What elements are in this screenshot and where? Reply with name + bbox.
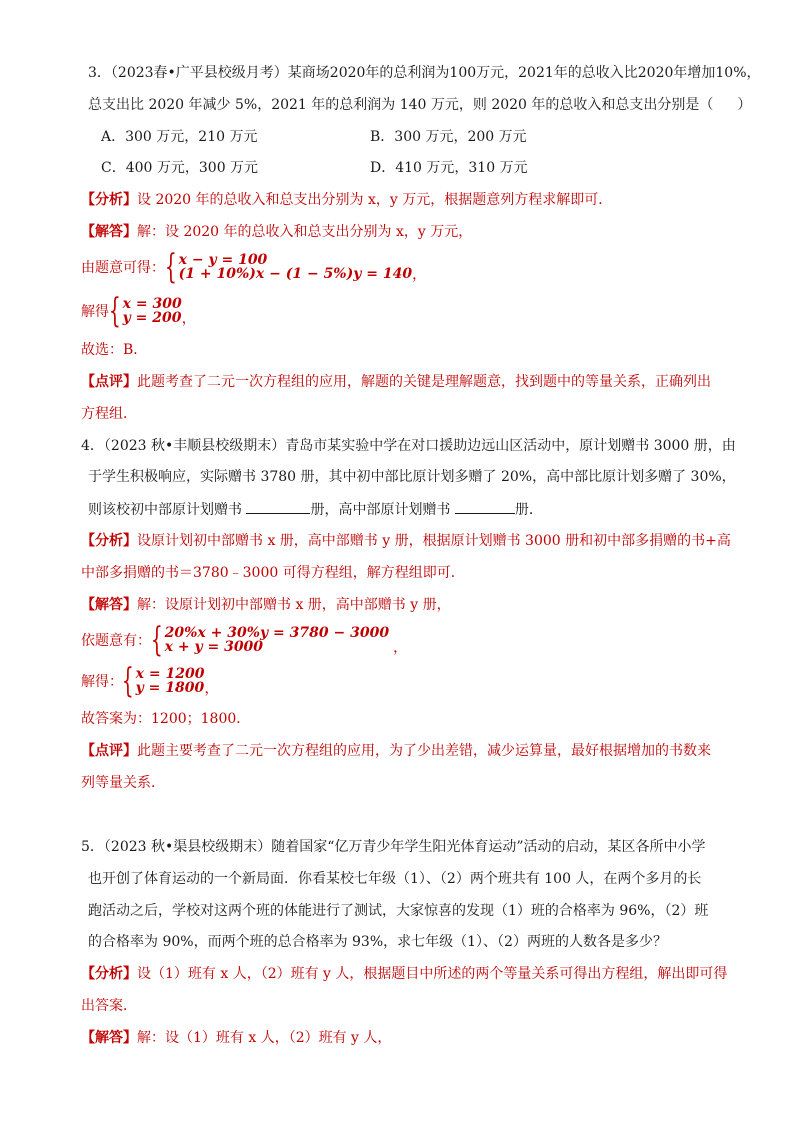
q4-review-text: 此题主要考查了二元一次方程组的应用，为了少出差错，减少运算量，最好根据增加的书数来 <box>137 743 711 759</box>
q5-solution-text: 解：设（1）班有 x 人，（2）班有 y 人， <box>137 1030 392 1046</box>
q3-stem-line1: 3．（2023春•广平县校级月考）某商场2020年的总利润为100万元，2021年的总收入比2020年增加10%， <box>88 65 761 81</box>
q3-analysis-text: 设 2020 年的总收入和总支出分别为 x，y 万元，根据题意列方程求解即可． <box>137 192 613 208</box>
q4-answer-blank-2 <box>455 499 515 514</box>
brace-icon: { <box>108 291 121 331</box>
brace-icon: { <box>121 661 134 701</box>
q3-option-c: C．400 万元，300 万元 <box>101 160 259 176</box>
q4-eq1: 20%x + 30%y = 3780 − 3000 <box>164 625 390 641</box>
q4-review-tag: 【点评】 <box>81 743 137 759</box>
q3-stem-line2 <box>88 95 751 115</box>
q3-review-tag: 【点评】 <box>81 374 137 390</box>
q3-eq1: x − y = 100 <box>178 252 268 268</box>
q4-solution <box>81 595 451 615</box>
q3-sol2: y = 200 <box>122 310 182 326</box>
q3-eq2: (1 + 10%)x − (1 − 5%)y = 140 <box>178 266 413 282</box>
q4-sol1: x = 1200 <box>135 666 205 682</box>
q5-stem-line2: 也开创了体育运动的一个新局面．你看某校七年级（1）、（2）两个班共有 100 人，在两个多月的长 <box>88 871 702 887</box>
q4-answer: 故答案为：1200；1800． <box>81 711 251 727</box>
q4-analysis-text: 设原计划初中部赠书 x 册，高中部赠书 y 册，根据原计划赠书 3000 册和初中部多捐赠的书+高 <box>137 533 731 549</box>
q3-equation-system <box>164 247 427 287</box>
q3-solution-tag: 【解答】 <box>81 224 137 240</box>
brace-icon: { <box>164 247 177 287</box>
q4-solutions <box>136 667 205 695</box>
q4-review-line2: 列等量关系． <box>81 775 165 791</box>
q4-eq2: x + y = 3000 <box>164 639 264 655</box>
q3-solutions <box>123 297 182 325</box>
q4-answer-blank-1 <box>246 499 310 514</box>
q4-given-label: 依题意有： <box>81 633 151 649</box>
q3-solve-label: 解得 <box>81 304 109 320</box>
q3-option-d: D．410 万元，310 万元 <box>370 160 528 176</box>
q3-choose: 故选：B． <box>81 342 148 358</box>
q4-analysis-line2: 中部多捐赠的书＝3780﹣3000 可得方程组，解方程组即可． <box>81 565 465 581</box>
q4-stem-line1: 4．（2023 秋•丰顺县校级期末）青岛市某实验中学在对口援助边远山区活动中，原计划赠书 3000 册，由 <box>81 438 736 454</box>
q4-stem-line3a: 则该校初中部原计划赠书 <box>88 502 242 518</box>
q3-analysis-tag: 【分析】 <box>81 192 137 208</box>
q4-sol-end: ， <box>204 681 219 697</box>
q3-solution-text: 解：设 2020 年的总收入和总支出分别为 x，y 万元， <box>137 224 473 240</box>
q4-solution-system <box>121 661 219 701</box>
q4-sol2: y = 1800 <box>135 680 205 696</box>
q3-equations <box>179 253 412 281</box>
q3-stem-line2-text: 总支出比 2020 年减少 5%，2021 年的总利润为 140 万元，则 2020 年的总收入和总支出分别是（ <box>88 97 714 113</box>
q4-solution-text: 解：设原计划初中部赠书 x 册，高中部赠书 y 册， <box>137 597 451 613</box>
q3-solution <box>81 222 472 242</box>
q4-analysis-tag: 【分析】 <box>81 533 137 549</box>
q4-solution-tag: 【解答】 <box>81 597 137 613</box>
q4-stem-line3b: 册，高中部原计划赠书 <box>310 502 451 518</box>
q5-stem-line1: 5．（2023 秋•渠县校级期末）随着国家“亿万青少年学生阳光体育运动”活动的启动，某区各所中小学 <box>81 839 706 855</box>
q3-review-line1 <box>81 372 711 392</box>
q3-sol1: x = 300 <box>122 296 182 312</box>
q4-equation-system <box>150 620 408 660</box>
q3-given-label: 由题意可得： <box>81 260 165 276</box>
q3-review-line2: 方程组． <box>81 406 137 422</box>
q4-analysis-line1 <box>81 531 731 551</box>
q3-sol-end: ， <box>181 311 196 327</box>
q4-equations <box>165 626 389 654</box>
brace-icon: { <box>150 620 163 660</box>
q4-stem-line3 <box>88 499 543 520</box>
q4-stem-line3c: 册． <box>514 502 543 518</box>
q3-option-b: B．300 万元，200 万元 <box>370 129 527 145</box>
q5-stem-line4: 的合格率为 90%，而两个班的总合格率为 93%，求七年级（1）、（2）两班的人数各是多少？ <box>88 934 667 950</box>
q4-review-line1 <box>81 741 711 761</box>
q3-eq-end: ， <box>412 267 427 283</box>
q5-analysis-tag: 【分析】 <box>81 966 137 982</box>
q3-analysis <box>81 190 612 210</box>
q3-stem-line2-close: ） <box>737 97 752 113</box>
q5-solution-tag: 【解答】 <box>81 1030 137 1046</box>
q3-solution-system <box>108 291 196 331</box>
q5-analysis-line2: 出答案． <box>81 998 137 1014</box>
q4-solve-label: 解得： <box>81 674 123 690</box>
q4-stem-line2: 于学生积极响应，实际赠书 3780 册，其中初中部比原计划多赠了 20%，高中部比原计划多赠了 30%， <box>88 469 736 485</box>
q5-analysis-text: 设（1）班有 x 人，（2）班有 y 人，根据题目中所述的两个等量关系可得出方程组，解出即可得 <box>137 966 728 982</box>
q5-stem-line3: 跑活动之后，学校对这两个班的体能进行了测试，大家惊喜的发现（1）班的合格率为 96%，（2）班 <box>88 903 709 919</box>
q4-eq-end: ， <box>393 640 408 656</box>
q5-analysis-line1 <box>81 964 727 984</box>
q3-review-text: 此题考查了二元一次方程组的应用，解题的关键是理解题意，找到题中的等量关系，正确列出 <box>137 374 711 390</box>
q5-solution <box>81 1028 391 1048</box>
q3-option-a: A．300 万元，210 万元 <box>101 129 258 145</box>
